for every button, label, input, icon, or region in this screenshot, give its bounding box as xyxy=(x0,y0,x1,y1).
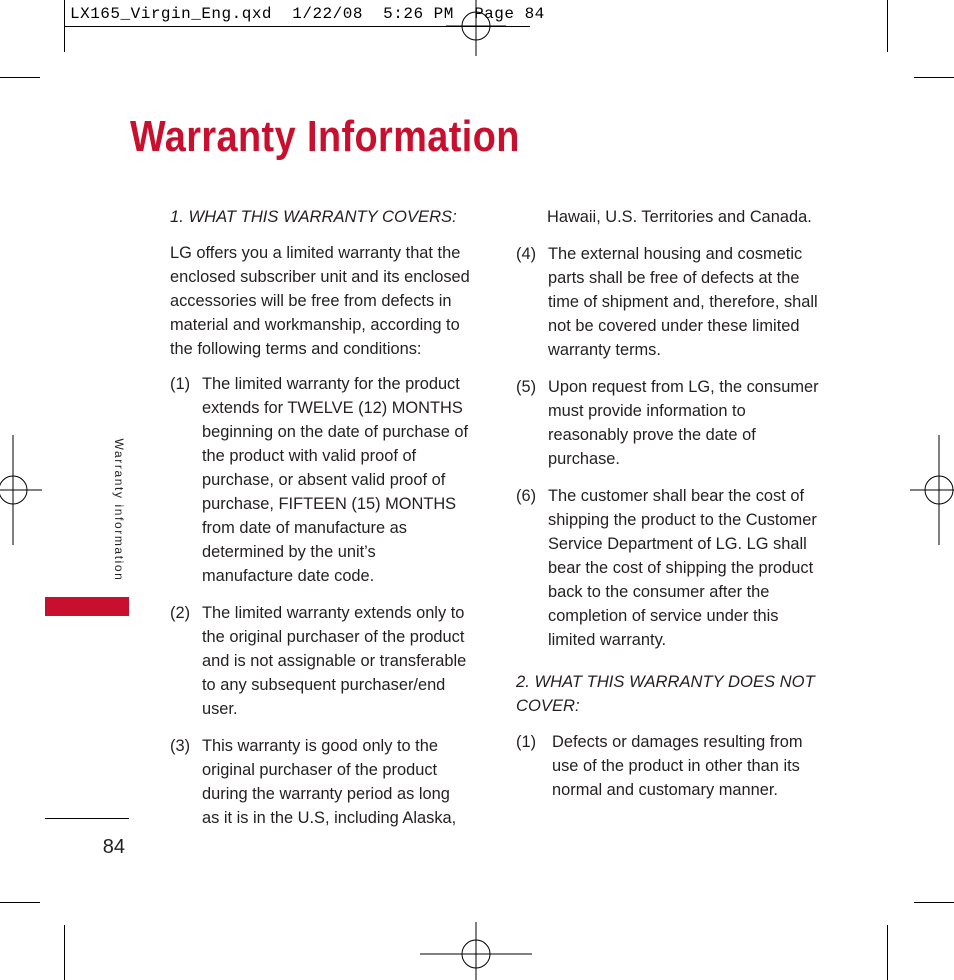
item-number: (4) xyxy=(516,245,537,263)
section-tab xyxy=(45,597,129,616)
crop-mark-bottom-right-v xyxy=(887,925,888,980)
item-number: (5) xyxy=(516,378,537,396)
registration-mark-top-icon xyxy=(446,0,506,56)
crop-mark-top-left-h xyxy=(0,77,40,78)
crop-mark-top-right-v xyxy=(887,0,888,52)
item-text: Upon request from LG, the consumer must provide information to reasonably prove the date of purchase. xyxy=(548,378,819,468)
list-item xyxy=(170,372,470,588)
list-item xyxy=(516,730,826,802)
section-side-label: Warranty information xyxy=(112,438,126,582)
registration-mark-bottom-icon xyxy=(420,922,532,980)
intro-paragraph: LG offers you a limited warranty that the enclosed subscriber unit and its enclosed accessories will be free from defects in material and workmanship, according to the following terms and conditions: xyxy=(170,244,470,358)
item-text: The limited warranty extends only to the original purchaser of the product and is not assignable or transferable to any subsequent purchaser/end user. xyxy=(202,604,467,718)
item-text: Defects or damages resulting from use of the product in other than its normal and customary manner. xyxy=(552,733,803,799)
crop-mark-top-right-h xyxy=(914,77,954,78)
list-item xyxy=(170,734,470,830)
page-number-rule xyxy=(45,818,129,819)
list-item xyxy=(516,242,826,362)
crop-mark-bottom-right-h xyxy=(914,902,954,903)
page-title: Warranty Information xyxy=(130,112,520,161)
crop-mark-bottom-left-v xyxy=(64,925,65,980)
item-text: The customer shall bear the cost of shipping the product to the Customer Service Department of LG. LG shall bear the cost of shipping the product back to the consumer after the completion of service under this limited warranty. xyxy=(548,487,817,649)
item-number: (1) xyxy=(516,733,537,751)
item-number: (1) xyxy=(170,375,191,393)
item-text: This warranty is good only to the original purchaser of the product during the warranty period as long as it is in the U.S, including Alaska, xyxy=(202,737,457,827)
print-slug: LX165_Virgin_Eng.qxd 1/22/08 5:26 PM Page 84 xyxy=(70,5,545,23)
section-heading-covers: 1. WHAT THIS WARRANTY COVERS: xyxy=(170,207,457,226)
right-column xyxy=(516,205,826,815)
item-number: (6) xyxy=(516,487,537,505)
registration-mark-left-icon xyxy=(0,435,42,545)
item-number: (2) xyxy=(170,604,191,622)
page-number: 84 xyxy=(102,836,125,858)
list-item xyxy=(170,601,470,721)
section-heading-not-covers: 2. WHAT THIS WARRANTY DOES NOT COVER: xyxy=(516,672,815,715)
list-item xyxy=(516,484,826,652)
continued-text: Hawaii, U.S. Territories and Canada. xyxy=(547,208,812,226)
list-item xyxy=(516,375,826,471)
item-number: (3) xyxy=(170,737,191,755)
registration-mark-right-icon xyxy=(910,435,954,545)
item-text: The external housing and cosmetic parts shall be free of defects at the time of shipment and, therefore, shall not be covered under these limited warranty terms. xyxy=(548,245,818,359)
crop-mark-top-left-v xyxy=(64,0,65,52)
left-column xyxy=(170,205,470,843)
item-text: The limited warranty for the product extends for TWELVE (12) MONTHS beginning on the date of purchase of the product with valid proof of purchase, or absent valid proof of purchase, FIFTEEN (15) MONTHS from date of manufacture as determined by the unit’s manufacture date code. xyxy=(202,375,469,585)
crop-mark-bottom-left-h xyxy=(0,902,40,903)
